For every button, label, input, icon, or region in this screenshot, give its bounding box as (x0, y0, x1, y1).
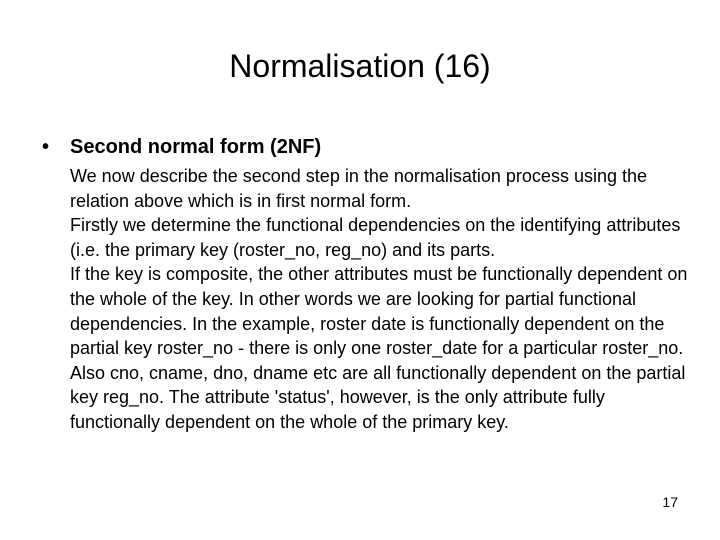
page-number: 17 (662, 494, 678, 510)
bullet-icon: • (42, 136, 50, 158)
paragraph-1: We now describe the second step in the normalisation process using the relation above which is in first normal form. (70, 166, 647, 211)
slide-body (70, 164, 690, 435)
slide-title: Normalisation (16) (229, 48, 491, 84)
bullet-heading-text: Second normal form (2NF) (70, 136, 322, 158)
paragraph-2: Firstly we determine the functional dependencies on the identifying attributes (i.e. the primary key (roster_no, reg_no) and its parts. (70, 215, 681, 260)
bullet-heading (42, 134, 682, 160)
paragraph-3: If the key is composite, the other attributes must be functionally dependent on the whole of the key. In other words we are looking for partial functional dependencies. In the example, roster date is functionally dependent on the partial key roster_no - there is only one roster_date for a particular roster_no. Also cno, cname, dno, dname etc are all functionally dependent on the partial key reg_no. The attribute 'status', however, is the only attribute fully functionally dependent on the whole of the primary key. (70, 264, 688, 432)
